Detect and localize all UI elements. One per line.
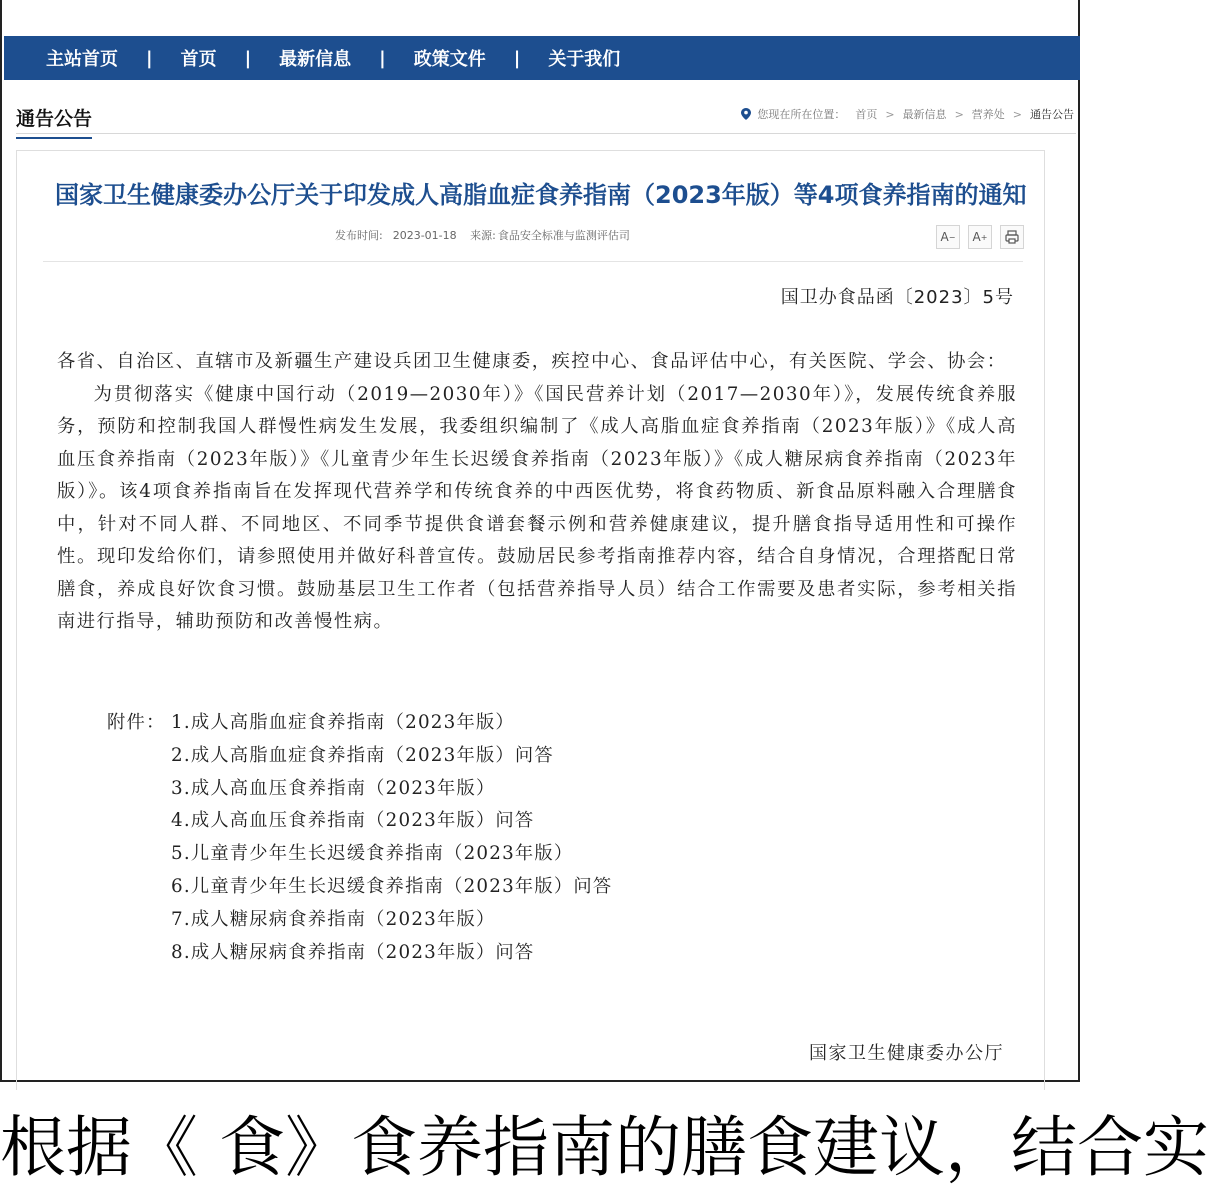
source-label: 来源: [470, 229, 496, 242]
breadcrumb-separator: > [954, 107, 964, 121]
attachment-link[interactable]: 4.成人高血压食养指南（2023年版）问答 [171, 810, 535, 832]
publish-label: 发布时间: [335, 229, 383, 242]
nav-item-about[interactable]: 关于我们 [548, 49, 621, 70]
publish-date: 2023-01-18 [392, 229, 457, 242]
nav-item-policy[interactable]: 政策文件 [413, 49, 486, 70]
article-tools [928, 225, 1024, 249]
attachment-link[interactable]: 2.成人高脂血症食养指南（2023年版）问答 [171, 744, 554, 766]
nav-separator: | [244, 47, 252, 69]
article-meta [335, 227, 640, 243]
print-icon [1005, 230, 1019, 244]
breadcrumb [741, 106, 1074, 122]
source-value: 食品安全标准与监测评估司 [497, 229, 630, 242]
attachment-link[interactable]: 3.成人高血压食养指南（2023年版） [171, 777, 496, 799]
nav-separator: | [146, 47, 153, 69]
section-title: 通告公告 [16, 104, 92, 139]
body-paragraph: 为贯彻落实《健康中国行动（2019—2030年）》《国民营养计划（2017—2030年）》，发展传统食养服务，预防和控制我国人群慢性病发生发展，我委组织编制了《成人高脂血症食养指南（2023年版）》《成人高血压食养指南（2023年版）》《儿童青少年生长迟缓食养指南（2023年版）》《成人糖尿病食养指南（2023年版）》。该4项食养指南旨在发挥现代营养学和传统食养的中西医优势，将食药物质、新食品原料融入合理膳食中，针对不同人群、不同地区、不同季节提供食谱套餐示例和营养健康建议，提升膳食指导适用性和可操作性。现印发给你们，请参照使用并做好科普宣传。鼓励居民参考指南推荐内容，结合自身情况，合理搭配日常膳食，养成良好饮食习惯。鼓励基层卫生工作者（包括营养指导人员）结合工作需要及患者实际，参考相关指南进行指导，辅助预防和改善慢性病。 [57, 383, 1017, 632]
article-container [16, 150, 1045, 1090]
attachment-link[interactable]: 1.成人高脂血症食养指南（2023年版） [171, 712, 515, 733]
nav-separator: | [379, 47, 386, 69]
nav-item-main-home[interactable]: 主站首页 [46, 49, 118, 70]
nav-separator: | [513, 47, 521, 69]
attachment-link[interactable]: 7.成人糖尿病食养指南（2023年版） [171, 908, 496, 930]
nav-item-home[interactable]: 首页 [180, 49, 217, 70]
font-larger-icon: A [972, 230, 981, 244]
breadcrumb-home[interactable]: 首页 [855, 108, 878, 121]
breadcrumb-nutrition[interactable]: 营养处 [971, 108, 1005, 121]
location-pin-icon [741, 108, 751, 120]
title-divider [43, 261, 1023, 262]
attachment-link[interactable]: 8.成人糖尿病食养指南（2023年版）问答 [171, 941, 535, 963]
breadcrumb-latest[interactable]: 最新信息 [902, 108, 947, 121]
attachment-link[interactable]: 6.儿童青少年生长迟缓食养指南（2023年版）问答 [171, 875, 613, 897]
article-title: 国家卫生健康委办公厅关于印发成人高脂血症食养指南（2023年版）等4项食养指南的通知 [55, 181, 1027, 209]
breadcrumb-separator: > [885, 107, 895, 121]
salutation: 各省、自治区、直辖市及新疆生产建设兵团卫生健康委，疾控中心、食品评估中心，有关医院、学会、协会： [57, 351, 1007, 372]
document-number: 国卫办食品函〔2023〕5号 [780, 287, 1014, 308]
article-body [57, 346, 1017, 639]
font-larger-button[interactable]: A + [968, 225, 992, 249]
section-header [16, 100, 1076, 134]
font-smaller-button[interactable]: A − [936, 225, 960, 249]
overlay-caption: 根据《 食》食养指南的膳食建议，结合实 [0, 1109, 1209, 1186]
attachment-link[interactable]: 5.儿童青少年生长迟缓食养指南（2023年版） [171, 843, 574, 865]
breadcrumb-current[interactable]: 通告公告 [1030, 108, 1074, 121]
top-navbar [4, 36, 1080, 80]
issuer-signature: 国家卫生健康委办公厅 [809, 1043, 1004, 1064]
print-button[interactable] [1000, 225, 1024, 249]
breadcrumb-prefix: 您现在所在位置： [757, 108, 846, 121]
attachments-list [107, 707, 612, 969]
attachments-label: 附件： [107, 712, 166, 733]
breadcrumb-separator: > [1012, 107, 1022, 121]
font-smaller-icon: A [940, 230, 949, 244]
nav-item-latest[interactable]: 最新信息 [279, 49, 352, 70]
